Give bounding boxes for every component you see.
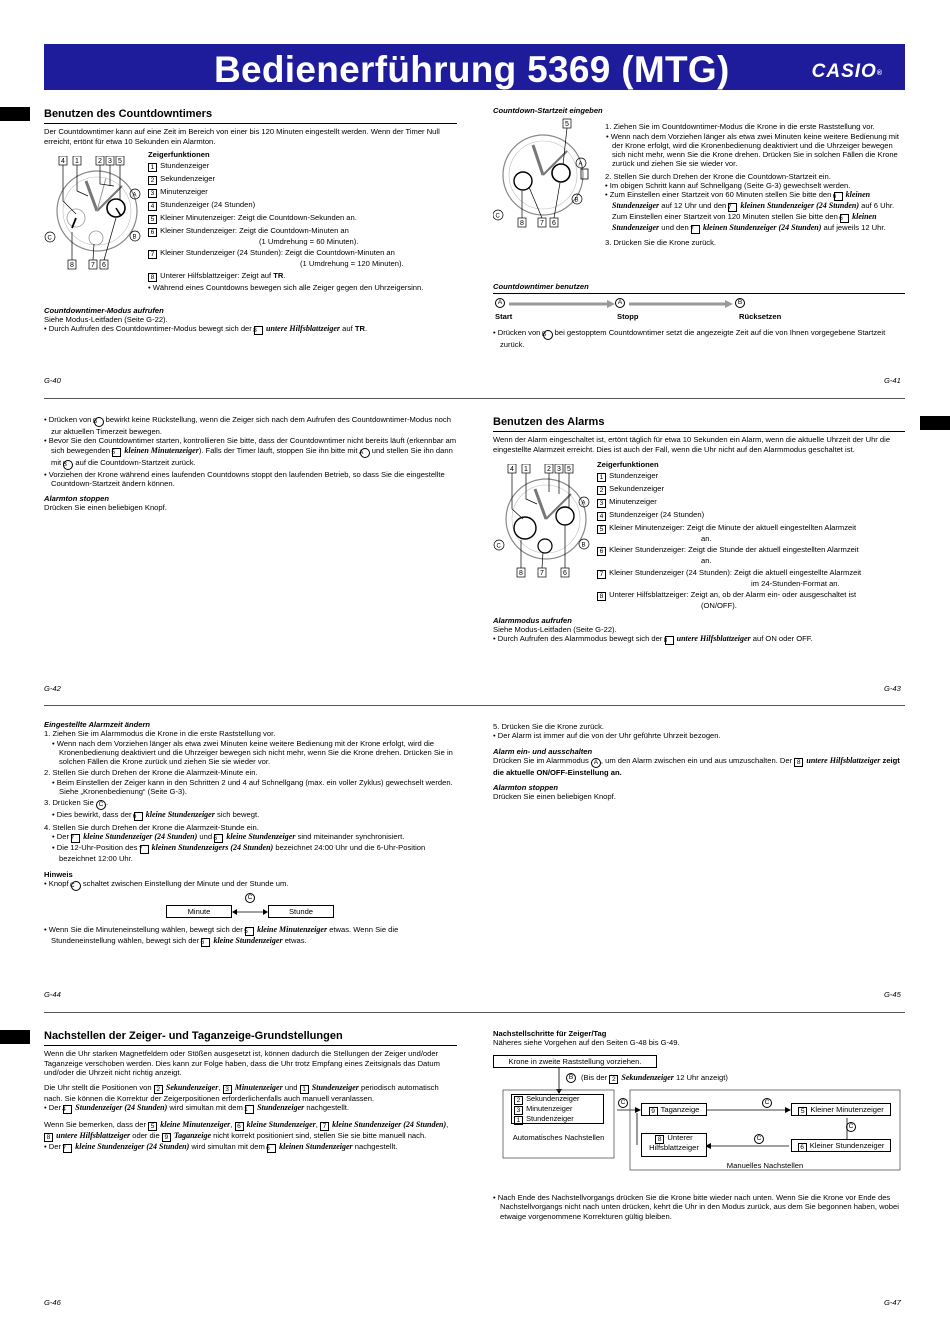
auto-label: Automatisches Nachstellen bbox=[512, 1133, 605, 1142]
flow-small-minute: 5 Kleiner Minutenzeiger bbox=[791, 1103, 891, 1116]
hand-1-label: Stundenzeiger bbox=[160, 161, 210, 171]
subheading: Countdowntimer-Modus aufrufen bbox=[44, 305, 164, 315]
svg-text:1: 1 bbox=[524, 465, 528, 473]
page-header bbox=[44, 44, 905, 90]
section-tab-right-2 bbox=[920, 416, 950, 430]
svg-text:C: C bbox=[47, 235, 52, 242]
svg-text:2: 2 bbox=[98, 157, 102, 165]
page-number: G-42 bbox=[44, 684, 61, 693]
svg-text:1: 1 bbox=[75, 157, 79, 165]
watch-diagram bbox=[44, 156, 144, 276]
section-countdown: Benutzen des Countdowntimers Der Countdowntimer kann auf eine Zeit im Bereich von einer bis 120 Minuten eingestellt werden. Wenn der Timer Null erreicht, ertönt für etwa 10 Sekunden ein Alarmton. 4 1 2 3 5 A B C 8 7 6 Zeigerfunktionen 1 Stundenzeiger 2 Sekundenzeiger 3 Minutenzeiger 4 Stundenzeiger (24 Stunden) 5 Kleiner Minutenzeiger: Zeigt die Countdown-Sekunden an. 6 Kleiner Stundenzeiger: Zeigt die Countdown-Minuten an (1 Umdrehung = 60 Minuten). 7 Kleiner Stundenzeiger (24 Stunden): Zeigt die Countdown-Minuten an (1 Umdrehung = 120 Minuten). 8 Unterer Hilfsblattzeiger: Zeigt auf TR. • Während eines Countdowns bewegen sich alle Zeiger gegen den Uhrzeigersinn. Countdowntimer-Modus aufrufen Siehe Modus-Leitfaden (Seite G-22). • Durch Aufrufen des Countdowntimer-Modus bewegt sich der 8 untere Hilfsblattzeiger auf TR. bbox=[44, 108, 457, 335]
reset-flowchart: Krone in zweite Raststellung vorziehen. B (Bis der 2 Sekundenzeiger 12 Uhr anzeigt) 2 Sekundenzeiger 3 Minutenzeiger 1 Stundenzeiger Automatisches Nachstellen C 9 Taganzeige C 5 Kleiner Minutenzeiger C 6 Kleiner Stundenzeiger C 8 Unterer Hilfsblattzeiger Manuelles Nachstellen bbox=[493, 1053, 905, 1213]
svg-text:A: A bbox=[578, 161, 583, 168]
page-number: G-43 bbox=[884, 684, 901, 693]
intro-text: Der Countdowntimer kann auf eine Zeit im Bereich von einer bis 120 Minuten eingestellt werden. Wenn der Timer Null erreicht, ertönt für etwa 10 Sekunden ein Alarmton. bbox=[44, 127, 440, 146]
svg-text:5: 5 bbox=[565, 121, 569, 129]
watch-crown-diagram bbox=[493, 117, 593, 229]
svg-text:C: C bbox=[495, 213, 500, 220]
section-tab-left-4 bbox=[0, 1030, 30, 1044]
page-title: Bedienerführung 5369 (MTG) bbox=[214, 49, 730, 90]
section-alarm: Benutzen des Alarms Wenn der Alarm eingeschaltet ist, ertönt täglich für etwa 10 Sekunden ein Alarm, wenn die aktuelle Uhrzeit der Uhr die eingestellte Alarmzeit erreicht. Dies ist auch der Fall, wenn die Uhr nicht auf den Alarmmodus geschaltet ist. 4 1 2 3 5 A B C 8 7 6 Zeigerfunktionen 1 Stundenzeiger 2 Sekundenzeiger 3 Minutenzeiger 4 Stundenzeiger (24 Stunden) 5 Kleiner Minutenzeiger: Zeigt die Minute der aktuell eingestellten Alarmzeit an. 6 Kleiner Stundenzeiger: Zeigt die Stunde der aktuell eingestellten Alarmzeit an. 7 Kleiner Stundenzeiger (24 Stunden): Zeigt die aktuell eingestellte Alarmzeit im 24-Stunden-Format an. 8 Unterer Hilfsblattzeiger: Zeigt an, ob der Alarm ein- oder ausgeschaltet ist (ON/OFF). Alarmmodus aufrufen Siehe Modus-Leitfaden (Seite G-22). • Durch Aufrufen des Alarmmodus bewegt sich der 8 untere Hilfsblattzeiger auf ON oder OFF. bbox=[493, 416, 905, 645]
section-alarm-change: Eingestellte Alarmzeit ändern 1. Ziehen Sie im Alarmmodus die Krone in die erste Raststellung vor. • Wenn nach dem Vorziehen länger als etwa zwei Minuten keine weitere Bedienung mit der Krone erfolgt, wird die Kronenbedienung deaktiviert und die Uhrzeiger bewegen sich nicht mehr, wenn Sie die Krone drehen. Drücken Sie in solchen Fällen die Krone zurück und ziehen Sie sie wieder vor. 2. Stellen Sie durch Drehen der Krone die Alarmzeit-Minute ein. • Beim Einstellen der Zeiger kann in den Schritten 2 und 4 auf Schnellgang (max. ein voller Zyklus) gewechselt werden. Siehe „Kronenbedienung“ (Seite G-3). 3. Drücken Sie C . • Dies bewirkt, dass der 6 kleine Stundenzeiger sich bewegt. 4. Stellen Sie durch Drehen der Krone die Alarmzeit-Stunde ein. • Der 7 kleine Stundenzeiger (24 Stunden) und 6 kleine Stundenzeiger sind miteinander synchronisiert. • Die 12-Uhr-Position des 7 kleinen Stundenzeigers (24 Stunden) bezeichnet 24:00 Uhr und die 6-Uhr-Position bezeichnet 12:00 Uhr. Hinweis • Knopf C schaltet zwischen Einstellung der Minute und der Stunde um. C Minute Stunde • Wenn Sie die Minuteneinstellung wählen, bewegt sich der 5 kleine Minutenzeiger etwas. Wenn Sie die Stundeneinstellung wählen, bewegt sich der 6 kleine Stundenzeiger etwas. bbox=[44, 720, 457, 947]
svg-text:C: C bbox=[496, 543, 501, 550]
start-time-steps: 1. Ziehen Sie im Countdowntimer-Modus die Krone in die erste Raststellung vor. • Wenn nach dem Vorziehen länger als etwa zwei Minuten keine weitere Bedienung mit der Krone erfolgt, wird die Kronenbedienung deaktiviert und die Uhrzeiger bewegen sich nicht mehr, wenn Sie die Krone drehen. Drücken Sie in solchen Fällen die Krone zurück und ziehen Sie sie wieder vor. 2. Stellen Sie durch Drehen der Krone die Countdown-Startzeit ein. • Im obigen Schritt kann auf Schnellgang (Seite G-3) gewechselt werden. • Zum Einstellen einer Startzeit von 60 Minuten stellen Sie bitte den 6 kleinen Stundenzeiger auf 12 Uhr und den 7 kleinen Stundenzeiger (24 Stunden) auf 6 Uhr. Zum Einstellen einer Startzeit von 120 Minuten stellen Sie bitte den 6 kleinen Stundenzeiger und den 7 kleinen Stundenzeiger (24 Stunden) auf jeweils 12 Uhr. 3. Drücken Sie die Krone zurück. bbox=[605, 122, 899, 247]
flow-arrows bbox=[507, 300, 735, 308]
watch-diagram-alarm bbox=[493, 464, 593, 584]
section-title: Nachstellen der Zeiger- und Taganzeige-Grundstellungen bbox=[44, 1030, 457, 1046]
svg-text:3: 3 bbox=[557, 465, 561, 473]
svg-text:6: 6 bbox=[563, 569, 567, 577]
svg-text:6: 6 bbox=[552, 220, 556, 228]
section-alarm-change-cont: 5. Drücken Sie die Krone zurück. • Der Alarm ist immer auf die von der Uhr geführte Uhrzeit bezogen. Alarm ein- und ausschalten Drücken Sie im Alarmmodus A , um den Alarm zwischen ein und aus umzuschalten. Der 8 untere Hilfsblattzeiger zeigt die aktuelle ON/OFF-Einstellung an. Alarmton stoppen Drücken Sie einen beliebigen Knopf. bbox=[493, 722, 900, 802]
page-number: G-45 bbox=[884, 990, 901, 999]
page-number: G-44 bbox=[44, 990, 61, 999]
reset-label: Rücksetzen bbox=[739, 311, 782, 321]
minute-box: Minute bbox=[166, 905, 232, 918]
page-number: G-47 bbox=[884, 1298, 901, 1307]
minute-hour-toggle-diagram: C Minute Stunde bbox=[44, 893, 457, 925]
section-hand-reset: Nachstellen der Zeiger- und Taganzeige-Grundstellungen Wenn die Uhr starken Magnetfeldern oder Stößen ausgesetzt ist, können dadurch die Stellungen der Zeiger und/oder Taganzeige verschoben werden. Dies kann zur Folge haben, dass die Uhr trotz Empfang eines Zeitsignals das Datum und/oder die Uhrzeit nicht richtig anzeigt. Die Uhr stellt die Positionen von 2 Sekundenzeiger, 3 Minutenzeiger und 1 Stundenzeiger periodisch automatisch nach. Sie können die Korrektur der Zeigerpositionen erforderlichenfalls auch manuell veranlassen. • Der 4 Stundenzeiger (24 Stunden) wird simultan mit dem 1 Stundenzeiger nachgestellt. Wenn Sie bemerken, dass der 5 kleine Minutenzeiger, 6 kleine Stundenzeiger, 7 kleine Stundenzeiger (24 Stunden), 8 untere Hilfsblattzeiger oder die 9 Taganzeige nicht korrekt positioniert sind, stellen Sie sie bitte manuell nach. • Der 7 kleine Stundenzeiger (24 Stunden) wird simultan mit dem 6 kleinen Stundenzeiger nachgestellt. bbox=[44, 1030, 457, 1153]
svg-text:5: 5 bbox=[567, 465, 571, 473]
svg-text:3: 3 bbox=[108, 157, 112, 165]
section-reset-steps: Nachstellschritte für Zeiger/Tag Näheres siehe Vorgehen auf den Seiten G-48 bis G-49. Krone in zweite Raststellung vorziehen. B (Bis der 2 Sekundenzeiger 12 Uhr anzeigt) 2 Sekundenzeiger 3 Minutenzeiger 1 Stundenzeiger Automatisches Nachstellen C 9 Taganzeige C 5 Kleiner Minutenzeiger C 6 Kleiner Stundenzeiger C 8 Unterer Hilfsblattzeiger Manuelles Nachstellen • Nach Ende des Nachstellvorgangs drücken Sie die Krone bitte wieder nach unten. Wenn Sie die Krone vor Ende des Nachstellvorgangs nicht nach unten drücken, kehrt die Uhr in den Modus zurück, aus dem Sie begonnen haben, wobei etwaige vorgenommene Korrekturen gültig bleiben. bbox=[493, 1029, 905, 1048]
toggle-arrows bbox=[232, 905, 268, 919]
section-tab-left-1 bbox=[0, 107, 30, 121]
svg-text:B: B bbox=[574, 197, 579, 204]
svg-text:8: 8 bbox=[70, 261, 74, 269]
section-countdown-start: Countdown-Startzeit eingeben 5 A B C 8 7 6 1. Ziehen Sie im Countdowntimer-Modus die Krone in die erste Raststellung vor. • Wenn nach dem Vorziehen länger als etwa zwei Minuten keine weitere Bedienung mit der Krone erfolgt, wird die Kronenbedienung deaktiviert und die Uhrzeiger bewegen sich nicht mehr, wenn Sie die Krone drehen. Drücken Sie in solchen Fällen die Krone zurück und ziehen Sie sie wieder vor. 2. Stellen Sie durch Drehen der Krone die Countdown-Startzeit ein. • Im obigen Schritt kann auf Schnellgang (Seite G-3) gewechselt werden. • Zum Einstellen einer Startzeit von 60 Minuten stellen Sie bitte den 6 kleinen Stundenzeiger auf 12 Uhr und den 7 kleinen Stundenzeiger (24 Stunden) auf 6 Uhr. Zum Einstellen einer Startzeit von 120 Minuten stellen Sie bitte den 6 kleinen Stundenzeiger und den 7 kleinen Stundenzeiger (24 Stunden) auf jeweils 12 Uhr. 3. Drücken Sie die Krone zurück. Countdowntimer benutzen A A B Start Stopp Rücksetzen • Drücken von B bei gestopptem Countdowntimer setzt die angezeigte Zeit auf die von Ihnen vorgegebene Startzeit zurück. bbox=[493, 106, 905, 349]
start-stop-reset-flow: A A B Start Stopp Rücksetzen bbox=[495, 298, 782, 321]
svg-text:2: 2 bbox=[547, 465, 551, 473]
flow-auto-hands: 2 Sekundenzeiger 3 Minutenzeiger 1 Stundenzeiger bbox=[511, 1094, 604, 1124]
start-label: Start bbox=[495, 311, 513, 321]
section-countdown-notes: • Drücken von B bewirkt keine Rückstellung, wenn die Zeiger sich nach dem Aufrufen des Countdowntimer-Modus noch zur aktuellen Timerzeit bewegen. • Bevor Sie den Countdowntimer starten, kontrollieren Sie bitte, dass der Countdowntimer nicht bereits läuft (erkennbar am sich bewegenden 5 kleinen Minutenzeiger). Falls der Timer läuft, stoppen Sie ihn bitte mit A und stellen Sie ihn dann mit B auf die Countdown-Startzeit zurück. • Vorziehen der Krone während eines laufenden Countdowns stoppt den laufenden Betrieb, so dass Sie die eingestellte Countdown-Startzeit ändern können. Alarmton stoppen Drücken Sie einen beliebigen Knopf. bbox=[44, 415, 457, 513]
hand-functions-list: Zeigerfunktionen 1 Stundenzeiger 2 Sekundenzeiger 3 Minutenzeiger 4 Stundenzeiger (24 Stunden) 5 Kleiner Minutenzeiger: Zeigt die Countdown-Sekunden an. 6 Kleiner Stundenzeiger: Zeigt die Countdown-Minuten an (1 Umdrehung = 60 Minuten). 7 Kleiner Stundenzeiger (24 Stunden): Zeigt die Countdown-Minuten an (1 Umdrehung = 120 Minuten). 8 Unterer Hilfsblattzeiger: Zeigt auf TR. • Während eines Countdowns bewegen sich alle Zeiger gegen den Uhrzeigersinn. bbox=[148, 149, 424, 292]
flow-lower-subdial: 8 Unterer Hilfsblattzeiger bbox=[641, 1133, 707, 1157]
svg-text:B: B bbox=[132, 234, 137, 241]
page-number: G-41 bbox=[884, 376, 901, 385]
svg-text:B: B bbox=[581, 542, 586, 549]
stop-label: Stopp bbox=[617, 311, 639, 321]
svg-text:7: 7 bbox=[540, 220, 544, 228]
svg-text:8: 8 bbox=[519, 569, 523, 577]
flow-small-hour: 6 Kleiner Stundenzeiger bbox=[791, 1139, 891, 1152]
svg-text:4: 4 bbox=[61, 157, 65, 165]
svg-text:7: 7 bbox=[91, 261, 95, 269]
section-title: Benutzen des Alarms bbox=[493, 416, 905, 432]
hour-box: Stunde bbox=[268, 905, 334, 918]
svg-text:6: 6 bbox=[102, 261, 106, 269]
divider bbox=[44, 1012, 905, 1013]
flow-step-pull-crown: Krone in zweite Raststellung vorziehen. bbox=[493, 1055, 657, 1068]
svg-text:7: 7 bbox=[540, 569, 544, 577]
manual-label: Manuelles Nachstellen bbox=[726, 1161, 804, 1170]
divider bbox=[44, 398, 905, 399]
svg-text:5: 5 bbox=[118, 157, 122, 165]
page-number: G-40 bbox=[44, 376, 61, 385]
svg-text:4: 4 bbox=[510, 465, 514, 473]
flow-day-indicator: 9 Taganzeige bbox=[641, 1103, 707, 1116]
divider bbox=[44, 705, 905, 706]
svg-text:A: A bbox=[581, 500, 586, 507]
hand-4-label: Stundenzeiger (24 Stunden) bbox=[160, 200, 256, 210]
hand-2-label: Sekundenzeiger bbox=[160, 174, 216, 184]
hand-3-label: Minutenzeiger bbox=[160, 187, 208, 197]
casio-logo: CASIO® bbox=[811, 61, 883, 82]
svg-text:A: A bbox=[132, 192, 137, 199]
alarm-hand-functions: Zeigerfunktionen 1 Stundenzeiger 2 Sekundenzeiger 3 Minutenzeiger 4 Stundenzeiger (24 Stunden) 5 Kleiner Minutenzeiger: Zeigt die Minute der aktuell eingestellten Alarmzeit an. 6 Kleiner Stundenzeiger: Zeigt die Stunde der aktuell eingestellten Alarmzeit an. 7 Kleiner Stundenzeiger (24 Stunden): Zeigt die aktuell eingestellte Alarmzeit im 24-Stunden-Format an. 8 Unterer Hilfsblattzeiger: Zeigt an, ob der Alarm ein- oder ausgeschaltet ist (ON/OFF). bbox=[597, 459, 862, 610]
page-number: G-46 bbox=[44, 1298, 61, 1307]
section-title: Benutzen des Countdowntimers bbox=[44, 108, 457, 124]
svg-text:8: 8 bbox=[520, 220, 524, 228]
